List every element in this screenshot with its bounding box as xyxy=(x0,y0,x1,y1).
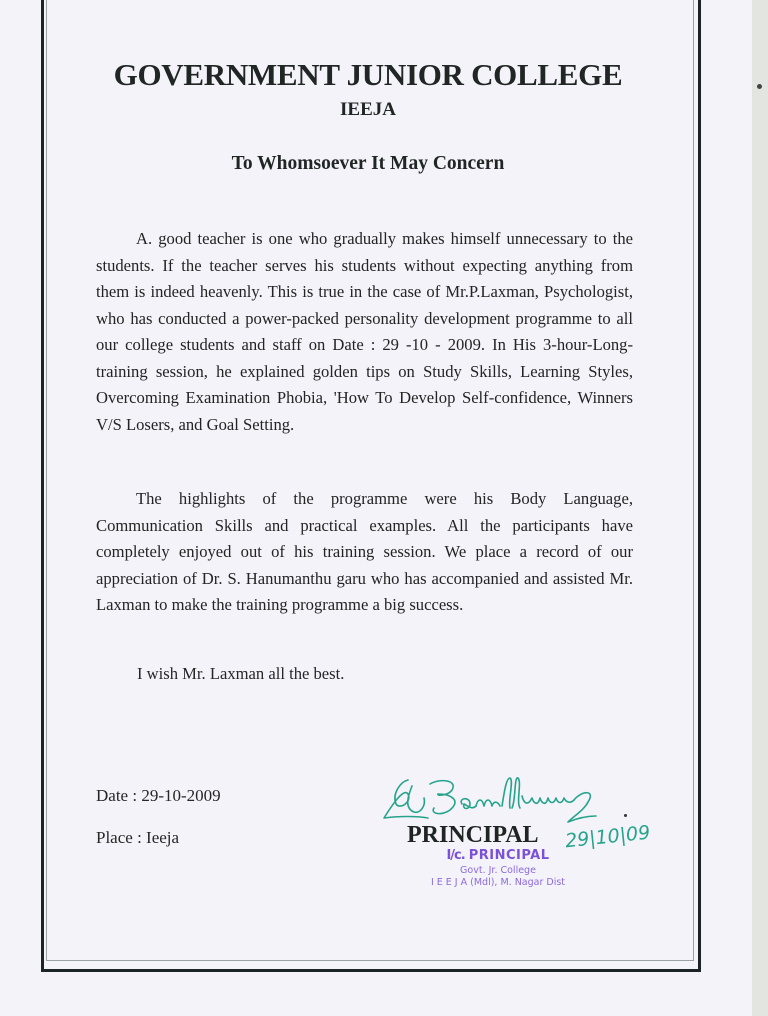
stamp-title xyxy=(398,848,598,863)
handwritten-date: 29|10|09 xyxy=(564,821,652,853)
signatory-title: PRINCIPAL xyxy=(407,822,539,848)
stamp-line-3: I E E J A (Mdl), M. Nagar Dist xyxy=(430,877,566,888)
college-name: GOVERNMENT JUNIOR COLLEGE xyxy=(113,57,623,92)
paragraph-1-text: A. good teacher is one who gradually makes himself unnecessary to the students. If the teacher serves his students without expecting anything from them is indeed heavenly. This is true in the case of Mr.P.Laxman, Psychologist, who has conducted a power-packed personality development programme to all our college students and staff on Date : 29 -10 - 2009. In His 3-hour-Long-training session, he explained golden tips on Study Skills, Learning Styles, Overcoming Examination Phobia, 'How To Develop Self-confidence, Winners V/S Losers, and Goal Setting. xyxy=(96,229,633,434)
ink-dot xyxy=(624,814,627,817)
stamp-line-1: PRINCIPAL xyxy=(468,848,550,863)
date-line: Date : 29-10-2009 xyxy=(96,786,221,805)
paragraph-2-text: The highlights of the programme were his Body Language, Communication Skills and practical examples. All the participants have completely enjoyed out of his training session. We place a record of our appreciation of Dr. S. Hanumanthu garu who has accompanied and assisted Mr. Laxman to make the training programme a big success. xyxy=(96,489,633,614)
scan-speck xyxy=(757,84,762,89)
official-stamp xyxy=(398,848,598,888)
stamp-prefix: I/c. xyxy=(446,848,465,863)
college-location: IEEJA xyxy=(340,99,396,120)
paragraph-1 xyxy=(96,226,633,438)
closing-line: I wish Mr. Laxman all the best. xyxy=(137,664,345,683)
paragraph-2 xyxy=(96,486,633,619)
signature-icon xyxy=(378,772,618,828)
stamp-line-2: Govt. Jr. College xyxy=(460,865,536,876)
page-edge xyxy=(752,0,768,1016)
salutation-heading: To Whomsoever It May Concern xyxy=(231,153,505,174)
place-line: Place : Ieeja xyxy=(96,828,180,847)
